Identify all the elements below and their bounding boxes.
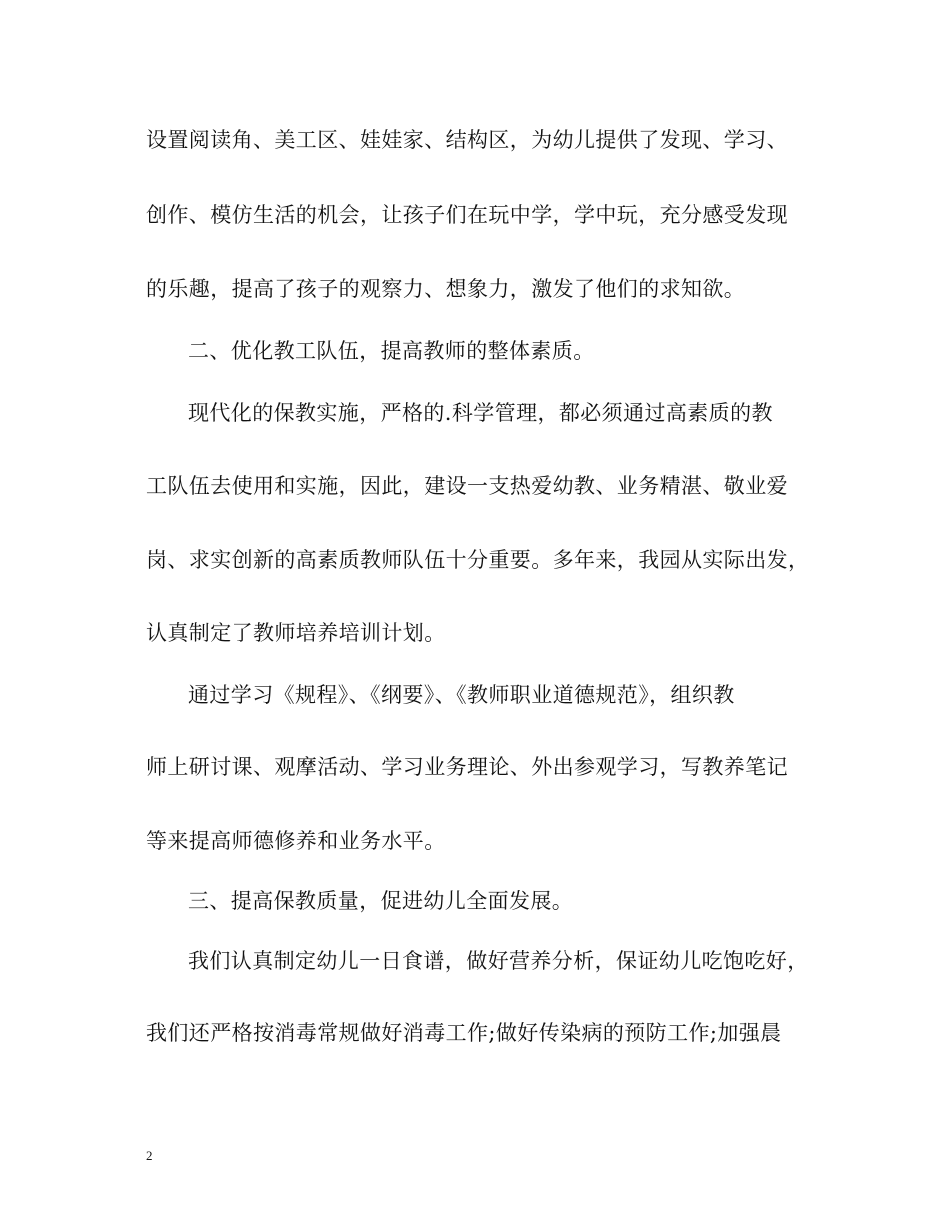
- section-heading-2: 二、优化教工队伍，提高教师的整体素质。: [188, 339, 595, 363]
- page-number: 2: [146, 1148, 153, 1163]
- text-line-6: 工队伍去使用和实施，因此，建设一支热爱幼教、业务精湛、敬业爱: [146, 474, 788, 498]
- text-line-11: 等来提高师德修养和业务水平。: [146, 829, 446, 853]
- text-line-7: 岗、求实创新的高素质教师队伍十分重要。多年来，我园从实际出发，: [146, 548, 810, 572]
- text-line-9: 通过学习《规程》、《纲要》、《教师职业道德规范》，组织教: [188, 683, 735, 707]
- text-line-2: 创作、模仿生活的机会，让孩子们在玩中学，学中玩，充分感受发现: [146, 203, 788, 227]
- text-line-8: 认真制定了教师培养培训计划。: [146, 621, 446, 645]
- text-line-13: 我们认真制定幼儿一日食谱，做好营养分析，保证幼儿吃饱吃好，: [188, 949, 809, 973]
- text-line-14: 我们还严格按消毒常规做好消毒工作;做好传染病的预防工作;加强晨: [146, 1021, 782, 1045]
- text-line-1: 设置阅读角、美工区、娃娃家、结构区，为幼儿提供了发现、学习、: [146, 128, 788, 152]
- section-heading-3: 三、提高保教质量，促进幼儿全面发展。: [188, 889, 574, 913]
- text-line-3: 的乐趣，提高了孩子的观察力、想象力，激发了他们的求知欲。: [146, 277, 746, 301]
- text-line-10: 师上研讨课、观摩活动、学习业务理论、外出参观学习，写教养笔记: [146, 755, 788, 779]
- text-line-5: 现代化的保教实施，严格的.科学管理，都必须通过高素质的教: [188, 401, 773, 425]
